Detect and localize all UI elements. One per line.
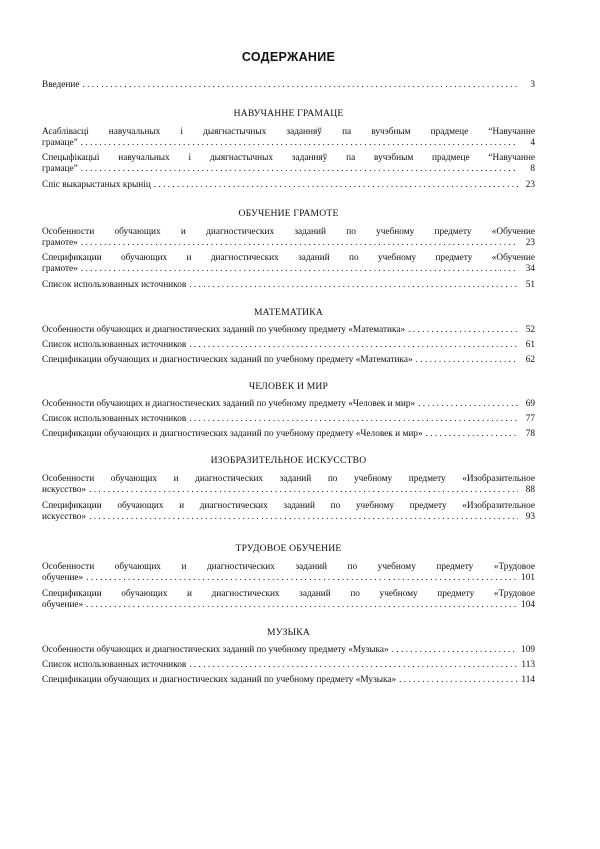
leader-dots [89, 485, 518, 496]
leader-dots [399, 675, 518, 686]
toc-entry[interactable] [42, 399, 535, 410]
leader-dots [81, 264, 518, 275]
toc-page-number: 77 [525, 414, 535, 424]
leader-dots [189, 340, 518, 351]
toc-entry[interactable] [42, 474, 535, 496]
toc-entry[interactable] [42, 355, 535, 366]
toc-entry-text: грамаце” [42, 164, 78, 174]
leader-dots [189, 280, 518, 291]
toc-entry[interactable] [42, 414, 535, 425]
toc-page-number: 93 [525, 512, 535, 522]
leader-dots [418, 399, 518, 410]
toc-entry[interactable] [42, 501, 535, 523]
toc-entry[interactable] [42, 340, 535, 351]
leader-dots [416, 355, 518, 366]
toc-entry-text: Введение [42, 80, 80, 90]
toc-entry[interactable] [42, 127, 535, 149]
toc-page-number: 8 [530, 164, 535, 174]
toc-entry-text: Особенности обучающих и диагностических заданий по учебному предмету «Математика» [42, 325, 406, 335]
leader-dots [82, 80, 518, 91]
toc-page-number: 23 [525, 238, 535, 248]
toc-entry-text: грамаце” [42, 138, 78, 148]
toc-page-number: 23 [525, 180, 535, 190]
toc-entry[interactable] [42, 562, 535, 584]
section-heading: ОБУЧЕНИЕ ГРАМОТЕ [238, 208, 339, 219]
section-heading: ТРУДОВОЕ ОБУЧЕНИЕ [235, 543, 342, 554]
toc-entry[interactable] [42, 645, 535, 656]
leader-dots [408, 325, 518, 336]
toc-page-number: 78 [525, 429, 535, 439]
toc-entry[interactable] [42, 429, 535, 440]
toc-entry-text: Спецификации обучающих и диагностических заданий по учебному предмету «Математика» [42, 355, 413, 365]
toc-entry-text: Список использованных источников [42, 660, 187, 670]
toc-entry-text-line1: Особенности обучающих и диагностических заданий по учебному предмету «Изобразительное [42, 474, 535, 484]
toc-entry-text: обучение» [42, 600, 84, 610]
toc-page-number: 113 [521, 660, 535, 670]
leader-dots [81, 138, 518, 149]
toc-entry[interactable] [42, 227, 535, 249]
toc-entry-text: Спецификации обучающих и диагностических заданий по учебному предмету «Человек и мир» [42, 429, 423, 439]
toc-entry-text: Список использованных источников [42, 340, 187, 350]
toc-page-number: 109 [521, 645, 535, 655]
toc-entry-text: Спецификации обучающих и диагностических заданий по учебному предмету «Музыка» [42, 675, 397, 685]
leader-dots [426, 429, 518, 440]
toc-page-number: 3 [530, 80, 535, 90]
leader-dots [392, 645, 518, 656]
toc-entry-text: обучение» [42, 573, 84, 583]
toc-page-number: 62 [525, 355, 535, 365]
toc-entry-text: Список использованных источников [42, 280, 187, 290]
toc-page-number: 51 [525, 280, 535, 290]
leader-dots [86, 573, 518, 584]
toc-page-number: 104 [521, 600, 535, 610]
leader-dots [81, 238, 518, 249]
toc-entry-text: грамоте» [42, 238, 78, 248]
toc-page-number: 88 [525, 485, 535, 495]
toc-page-number: 52 [525, 325, 535, 335]
toc-entry[interactable] [42, 253, 535, 275]
toc-entry[interactable] [42, 589, 535, 611]
toc-entry[interactable] [42, 153, 535, 175]
toc-entry[interactable] [42, 675, 535, 686]
toc-entry-text: Особенности обучающих и диагностических заданий по учебному предмету «Человек и мир» [42, 399, 416, 409]
toc-page-number: 61 [525, 340, 535, 350]
toc-entry-text-line1: Спецификации обучающих и диагностических заданий по учебному предмету «Изобразительное [42, 501, 535, 511]
leader-dots [89, 512, 518, 523]
toc-entry-text-line1: Спецыфікацыі навучальных і дыягнастычных заданняў па вучэбным прадмеце “Навучанне [42, 153, 535, 163]
toc-entry[interactable] [42, 660, 535, 671]
section-heading: ИЗОБРАЗИТЕЛЬНОЕ ИСКУССТВО [210, 455, 367, 466]
leader-dots [154, 180, 518, 191]
toc-page-number: 114 [521, 675, 535, 685]
toc-page-number: 101 [521, 573, 535, 583]
toc-entry-text: Спіс выкарыстаных крыніц [42, 180, 151, 190]
leader-dots [81, 164, 518, 175]
toc-page-number: 34 [525, 264, 535, 274]
toc-entry-text: грамоте» [42, 264, 78, 274]
toc-entry-text-line1: Особенности обучающих и диагностических заданий по учебному предмету «Трудовое [42, 562, 535, 572]
section-heading: НАВУЧАННЕ ГРАМАЦЕ [233, 108, 344, 119]
page-title: СОДЕРЖАНИЕ [241, 50, 336, 64]
toc-entry[interactable] [42, 280, 535, 291]
toc-entry[interactable] [42, 180, 535, 191]
toc-entry-intro[interactable] [42, 80, 535, 91]
toc-entry-text: Список использованных источников [42, 414, 187, 424]
leader-dots [86, 600, 518, 611]
toc-entry-text-line1: Асаблівасці навучальных і дыягнастычных заданняў па вучэбным прадмеце “Навучанне [42, 127, 535, 137]
leader-dots [189, 414, 518, 425]
toc-entry-text: искусство» [42, 512, 87, 522]
toc-page-number: 4 [530, 138, 535, 148]
section-heading: МУЗЫКА [267, 627, 310, 638]
leader-dots [189, 660, 518, 671]
section-heading: ЧЕЛОВЕК И МИР [248, 381, 329, 392]
toc-entry-text-line1: Особенности обучающих и диагностических заданий по учебному предмету «Обучение [42, 227, 535, 237]
toc-page-number: 69 [525, 399, 535, 409]
toc-entry-text-line1: Спецификации обучающих и диагностических заданий по учебному предмету «Обучение [42, 253, 535, 263]
toc-entry[interactable] [42, 325, 535, 336]
toc-entry-text: Особенности обучающих и диагностических заданий по учебному предмету «Музыка» [42, 645, 389, 655]
toc-entry-text-line1: Спецификации обучающих и диагностических заданий по учебному предмету «Трудовое [42, 589, 535, 599]
toc-entry-text: искусство» [42, 485, 87, 495]
section-heading: МАТЕМАТИКА [253, 307, 324, 318]
